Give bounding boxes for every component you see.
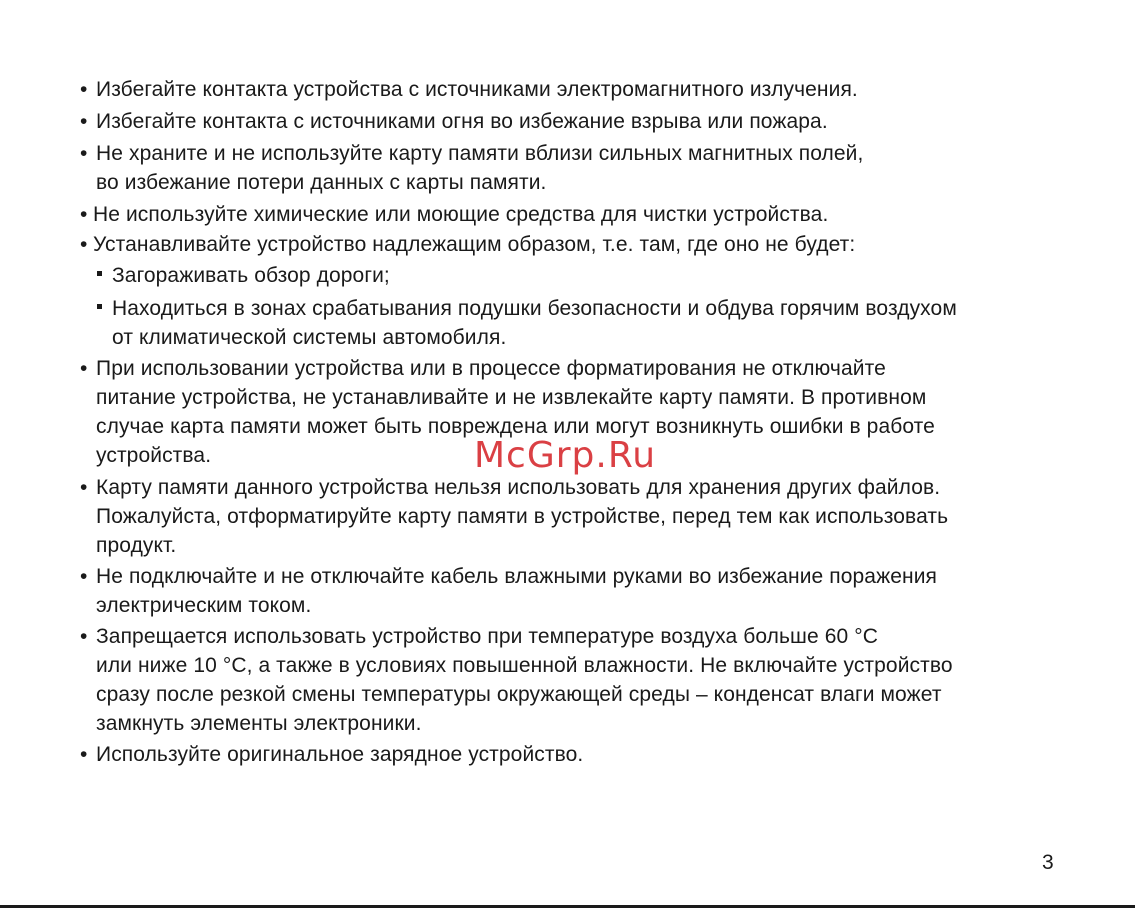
list-bullet: • <box>80 142 88 165</box>
list-item-text: замкнуть элементы электроники. <box>96 712 422 735</box>
list-item-text: Устанавливайте устройство надлежащим образом, т.е. там, где оно не будет: <box>93 233 856 256</box>
list-item-text: Избегайте контакта с источниками огня во избежание взрыва или пожара. <box>96 110 828 133</box>
list-bullet: • <box>80 110 88 133</box>
page-number: 3 <box>1042 851 1054 874</box>
list-item-text: Запрещается использовать устройство при температуре воздуха больше 60 °C <box>96 625 878 648</box>
list-item-text: во избежание потери данных с карты памяти. <box>96 171 547 194</box>
list-item-text: сразу после резкой смены температуры окружающей среды – конденсат влаги может <box>96 683 942 706</box>
list-item-text: устройства. <box>96 444 212 467</box>
list-item-text: питание устройства, не устанавливайте и не извлекайте карту памяти. В противном <box>96 386 927 409</box>
list-bullet: • <box>80 233 88 256</box>
watermark-text: McGrp.Ru <box>474 435 657 476</box>
list-item-text: Не используйте химические или моющие средства для чистки устройства. <box>93 203 829 226</box>
list-item-text: или ниже 10 °C, а также в условиях повышенной влажности. Не включайте устройство <box>96 654 953 677</box>
list-bullet: • <box>80 203 88 226</box>
sub-list-item-text: Находиться в зонах срабатывания подушки безопасности и обдува горячим воздухом <box>112 297 957 320</box>
sub-bullet-square <box>97 304 102 309</box>
list-item-text: Карту памяти данного устройства нельзя использовать для хранения других файлов. <box>96 476 941 499</box>
list-item-text: Избегайте контакта устройства с источниками электромагнитного излучения. <box>96 78 858 101</box>
list-bullet: • <box>80 78 88 101</box>
list-item-text: Пожалуйста, отформатируйте карту памяти в устройстве, перед тем как использовать <box>96 505 949 528</box>
list-item-text: При использовании устройства или в процессе форматирования не отключайте <box>96 357 886 380</box>
list-bullet: • <box>80 565 88 588</box>
list-bullet: • <box>80 357 88 380</box>
list-item-text: случае карта памяти может быть повреждена или могут возникнуть ошибки в работе <box>96 415 935 438</box>
list-item-text: Не храните и не используйте карту памяти вблизи сильных магнитных полей, <box>96 142 864 165</box>
sub-list-item-text: от климатической системы автомобиля. <box>112 326 507 349</box>
list-item-text: продукт. <box>96 534 177 557</box>
list-bullet: • <box>80 476 88 499</box>
sub-bullet-square <box>97 271 102 276</box>
list-bullet: • <box>80 743 88 766</box>
sub-list-item-text: Загораживать обзор дороги; <box>112 264 390 287</box>
list-item-text: Используйте оригинальное зарядное устройство. <box>96 743 584 766</box>
list-bullet: • <box>80 625 88 648</box>
list-item-text: электрическим током. <box>96 594 312 617</box>
list-item-text: Не подключайте и не отключайте кабель влажными руками во избежание поражения <box>96 565 938 588</box>
